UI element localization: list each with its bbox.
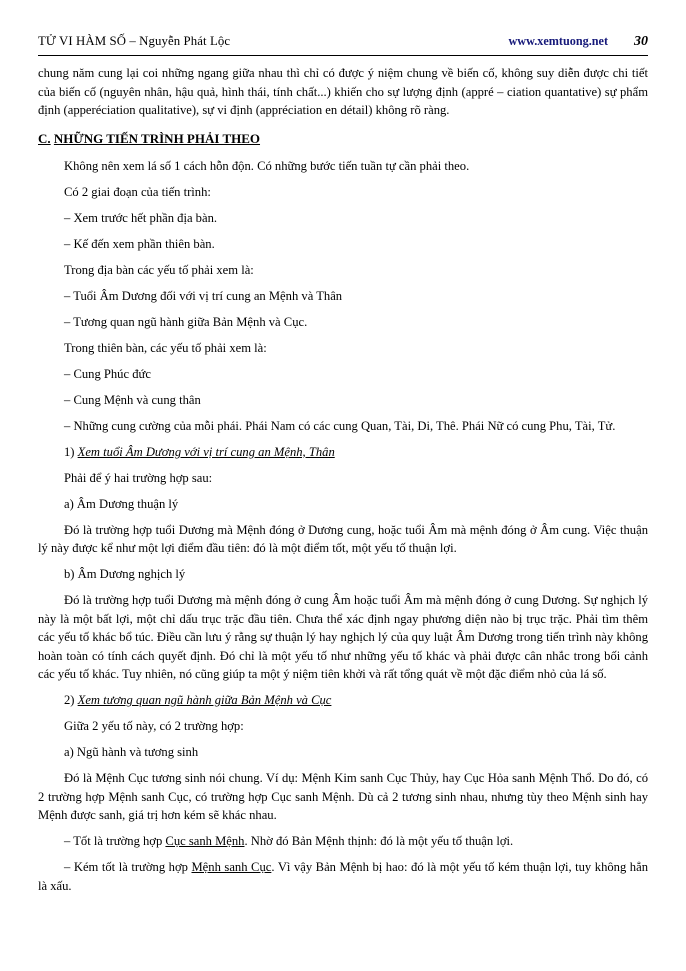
list-item-4: – Tương quan ngũ hành giữa Bản Mệnh và Cục. (64, 314, 308, 329)
paragraph-15-tail: . Vì vậy Bản Mệnh bị hao: đó là một yếu tố kém thuận lợi, tuy không hẳn là xấu. (38, 860, 648, 893)
subsection-1-number: 1) (64, 444, 78, 459)
website-url: www.xemtuong.net (508, 34, 608, 48)
section-heading-c (38, 129, 648, 148)
paragraph-14-tail: . Nhờ đó Bản Mệnh thịnh: đó là một yếu tố thuận lợi. (244, 834, 514, 849)
subsection-2-number: 2) (64, 693, 78, 708)
paragraph-7: a) Âm Dương thuận lý (64, 496, 179, 511)
list-item-6: – Cung Mệnh và cung thân (64, 392, 201, 407)
list-item-3: – Tuổi Âm Dương đối với vị trí cung an Mệnh và Thân (64, 288, 343, 303)
paragraph-14 (38, 832, 648, 851)
paragraph-13: Đó là Mệnh Cục tương sinh nói chung. Ví dụ: Mệnh Kim sanh Cục Thủy, hay Cục Hỏa sanh Mệnh Thổ. Do đó, có 2 trường hợp Mệnh sanh Cục, có trường hợp Cục sanh Mệnh. Dù cả 2 tương sinh nhau, nhưng tùy theo Mệnh sinh hay Mệnh được sanh, giá trị hơn kém sẽ khác nhau. (38, 771, 648, 823)
subsection-heading-2 (38, 691, 648, 710)
header-divider (38, 55, 648, 56)
paragraph-11: Giữa 2 yếu tố này, có 2 trường hợp: (64, 719, 244, 734)
header-right-group (508, 34, 648, 50)
subsection-heading-1 (38, 443, 648, 462)
paragraph-8: Đó là trường hợp tuổi Dương mà Mệnh đóng ở Dương cung, hoặc tuổi Âm mà mệnh đóng ở Âm cung. Việc thuận lý này được kể như một lợi điểm đầu tiên: đó là một điểm tốt, một yếu tố thuận lợi. (38, 522, 648, 556)
paragraph-continued: chung năm cung lại coi những ngang giữa nhau thì chỉ có được ý niệm chung về biến cố, không suy diễn được chi tiết của biến cố (nguyên nhân, hậu quả, hình thái, tính chất...) khiến cho sự lượng định (appré – ciation quantative) sự phẩm định (apperéciation qualitative), sự vi định (appréciation en détail) không rõ ràng. (38, 66, 648, 117)
list-item-2: – Kế đến xem phần thiên bàn. (64, 236, 215, 251)
paragraph-12: a) Ngũ hành và tương sinh (64, 745, 199, 760)
paragraph-10: Đó là trường hợp tuổi Dương mà mệnh đóng ở cung Âm hoặc tuổi Âm mà mệnh đóng ở cung Dương. Sự nghịch lý này là một bất lợi, một chỉ dấu trục trặc đầu tiên. Chưa thể xác định ngay phương diện nào bị trục trặc. Phải tìm thêm các yếu tố khác bổ túc. Điều cần lưu ý rằng sự thuận lý hay nghịch lý của quy luật Âm Dương trong tiến trình này không hoàn toàn có tính cách quyết định. Đó chỉ là một yếu tố như những yếu tố khác và phải được cân nhắc trong bối cảnh các yếu tố khác. Tuy nhiên, nó cũng giúp ta một ý niệm tiên khởi và rất tổng quát về một đặc điểm nhỏ của lá số. (38, 593, 648, 682)
paragraph-9: b) Âm Dương nghịch lý (64, 567, 186, 582)
paragraph-3: Trong địa bàn các yếu tố phải xem là: (64, 262, 254, 277)
paragraph-6: Phải để ý hai trường hợp sau: (64, 470, 213, 485)
page-content (38, 64, 648, 895)
section-label: C. (38, 130, 51, 146)
paragraph-5: – Những cung cường của mỗi phái. Phái Nam có các cung Quan, Tài, Di, Thê. Phái Nữ có cung Phu, Tài, Tử. (64, 418, 616, 433)
paragraph-15-lead: – Kém tốt là trường hợp (64, 860, 192, 875)
paragraph-1: Không nên xem lá số 1 cách hỗn độn. Có những bước tiến tuần tự cần phải theo. (64, 158, 470, 173)
term-menh-sanh-cuc: Mệnh sanh Cục (191, 860, 272, 875)
subsection-1-title: Xem tuổi Âm Dương với vị trí cung an Mệnh, Thân (77, 444, 335, 459)
page-number: 30 (634, 34, 648, 49)
page-header (38, 34, 648, 50)
paragraph-15 (38, 858, 648, 895)
paragraph-2: Có 2 giai đoạn của tiến trình: (64, 184, 211, 199)
section-title: NHỮNG TIẾN TRÌNH PHẢI THEO (53, 130, 261, 146)
book-title: TỬ VI HÀM SỐ – Nguyễn Phát Lộc (38, 34, 231, 48)
paragraph-4: Trong thiên bàn, các yếu tố phải xem là: (64, 340, 267, 355)
term-cuc-sanh-menh: Cục sanh Mệnh (165, 834, 245, 849)
subsection-2-title: Xem tương quan ngũ hành giữa Bản Mệnh và Cục (77, 693, 332, 708)
list-item-1: – Xem trước hết phần địa bàn. (64, 210, 218, 225)
list-item-5: – Cung Phúc đức (64, 366, 151, 381)
paragraph-14-lead: – Tốt là trường hợp (64, 834, 166, 849)
